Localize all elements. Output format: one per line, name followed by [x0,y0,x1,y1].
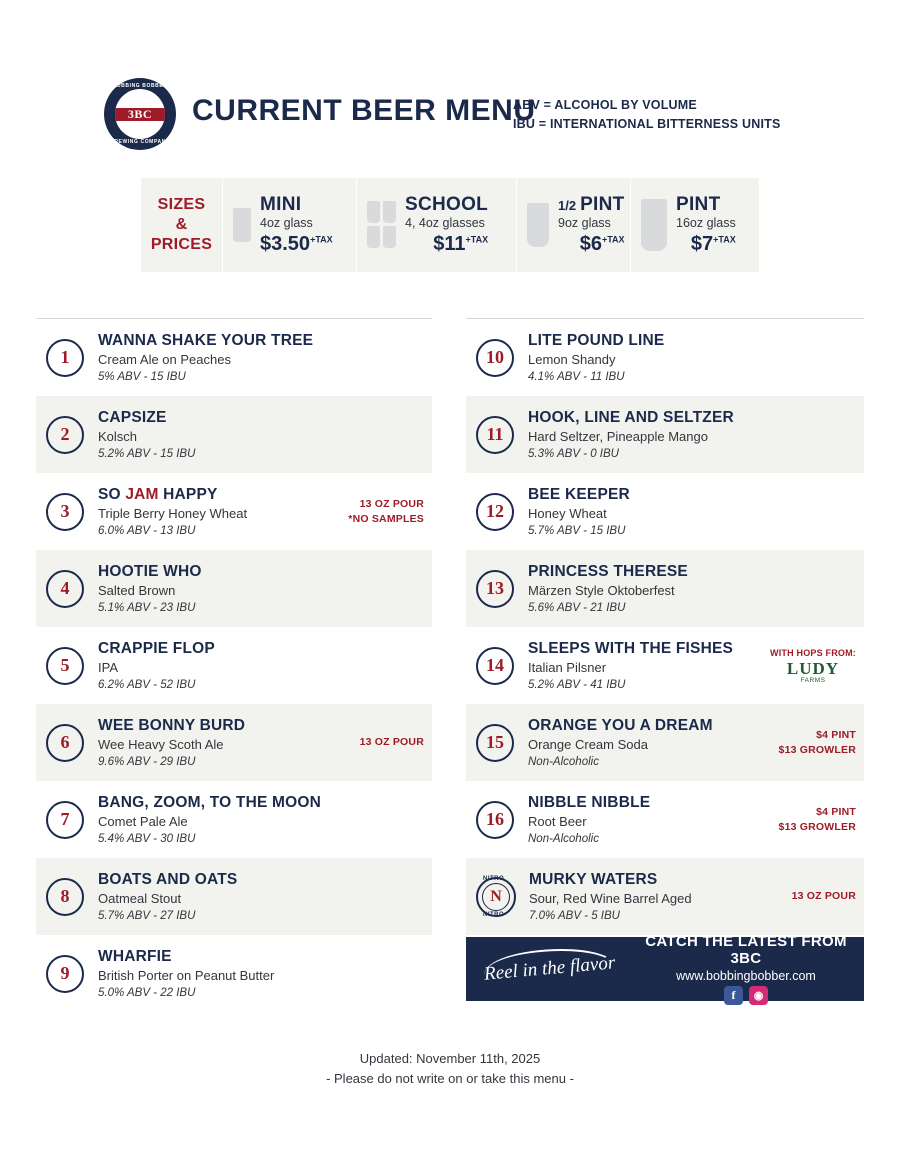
beer-details [528,640,764,690]
beer-description: Italian Pilsner [528,660,607,676]
beer-name: BANG, ZOOM, TO THE MOON [98,794,322,812]
beer-details [528,486,856,536]
beer-details [528,794,773,844]
pint-glass-icon [641,199,667,251]
sizes-label-line2: & [175,216,188,233]
beer-item-6 [36,704,432,781]
beer-name: HOOK, LINE AND SELTZER [528,409,734,427]
size-option-half-pint [517,178,631,272]
half-pint-prefix: 1/2 [558,198,577,214]
beer-stats: 5.7% ABV - 15 IBU [528,524,626,537]
beer-stats: Non-Alcoholic [528,755,599,768]
hops-farm-logo: LUDY [786,658,840,678]
beer-item-11 [466,396,864,473]
beer-item-13 [466,550,864,627]
size-option-mini [223,178,357,272]
social-banner[interactable] [466,933,864,1002]
beer-stats: 5% ABV - 15 IBU [98,370,186,383]
beer-item-3 [36,473,432,550]
beer-stats: 5.7% ABV - 27 IBU [98,909,196,922]
updated-date: Updated: November 11th, 2025 [359,1051,541,1066]
beer-name: ORANGE YOU A DREAM [528,717,713,735]
beer-details [98,948,424,998]
beer-stats: Non-Alcoholic [528,832,599,845]
mini-tax: +TAX [310,234,333,245]
logo-initials: 3BC [127,106,153,121]
beer-description: British Porter on Peanut Butter [98,968,275,984]
beer-number: 5 [46,647,84,685]
logo-ring-top-text: BOBBING BOBBER [112,83,168,89]
beer-name: PRINCESS THERESE [528,563,688,581]
pint-name: PINT [676,194,721,216]
beer-details [528,409,856,459]
beer-details [529,871,786,921]
beer-number: 3 [46,493,84,531]
beer-item-7 [36,781,432,858]
beer-number: 6 [46,724,84,762]
beer-description: Wee Heavy Scoth Ale [98,737,224,753]
beer-description: Orange Cream Soda [528,737,648,753]
sizes-label-line1: SIZES [157,196,206,213]
beer-name: NIBBLE NIBBLE [528,794,651,812]
beer-note: $4 PINT $13 GROWLER [778,805,856,833]
beer-name: WEE BONNY BURD [98,717,246,735]
beer-stats: 5.4% ABV - 30 IBU [98,832,196,845]
banner-title: CATCH THE LATEST FROM 3BC [645,933,847,967]
beer-stats: 5.0% ABV - 22 IBU [98,986,196,999]
beer-description: Märzen Style Oktoberfest [528,583,675,599]
legend-ibu: IBU = INTERNATIONAL BITTERNESS UNITS [513,117,781,132]
beer-description: Triple Berry Honey Wheat [98,506,248,522]
beer-item-4 [36,550,432,627]
beer-name: LITE POUND LINE [528,332,665,350]
beer-description: Honey Wheat [528,506,607,522]
beer-number: 8 [46,878,84,916]
beer-note: 13 OZ POUR [359,736,424,749]
beer-number: 1 [46,339,84,377]
beer-details [98,794,424,844]
beer-details [98,640,424,690]
beer-name: WANNA SHAKE YOUR TREE [98,332,314,350]
beer-number: 10 [476,339,514,377]
beer-name: CRAPPIE FLOP [98,640,215,658]
legend-abv: ABV = ALCOHOL BY VOLUME [513,98,697,112]
school-name: SCHOOL [405,194,489,216]
beer-stats: 9.6% ABV - 29 IBU [98,755,196,768]
beer-note: 13 OZ POUR *NO SAMPLES [348,497,424,525]
facebook-icon[interactable]: f [724,986,743,1005]
beer-description: Salted Brown [98,583,176,599]
beer-details [98,717,354,767]
beer-number: 15 [476,724,514,762]
beer-item-14 [466,627,864,704]
school-tax: +TAX [465,234,489,245]
beer-number: 2 [46,416,84,454]
half-pint-sub: 9oz glass [558,216,611,231]
size-option-pint [631,178,757,272]
beer-name: BEE KEEPER [528,486,630,504]
mini-price: $3.50 [260,232,311,255]
instagram-icon[interactable]: ◉ [749,986,768,1005]
beer-details [528,332,856,382]
beer-item-12 [466,473,864,550]
beer-stats: 7.0% ABV - 5 IBU [529,909,620,922]
beer-details [98,486,342,536]
banner-script-text: Reel in the flavor [483,952,617,985]
beer-details [98,332,424,382]
beer-item-n [466,858,864,935]
beer-number: 16 [476,801,514,839]
beer-description: Sour, Red Wine Barrel Aged [529,891,692,907]
beer-details [98,409,424,459]
size-option-school [357,178,517,272]
mini-sub: 4oz glass [260,216,313,231]
pint-tax: +TAX [713,234,736,245]
page-title: CURRENT BEER MENU [192,94,536,127]
banner-url[interactable]: www.bobbingbobber.com [676,969,816,983]
hops-source-badge [764,648,856,684]
beer-number: 14 [476,647,514,685]
beer-details [528,717,773,767]
beer-list-right [466,318,864,935]
half-pint-tax: +TAX [601,234,625,245]
brewery-logo [104,78,176,150]
sizes-label-line3: PRICES [150,236,213,253]
beer-note: $4 PINT $13 GROWLER [778,728,856,756]
beer-name: BOATS AND OATS [98,871,238,889]
beer-details [98,563,424,613]
beer-description: Lemon Shandy [528,352,616,368]
beer-number: 12 [476,493,514,531]
beer-number: 13 [476,570,514,608]
beer-number: 4 [46,570,84,608]
beer-number: 11 [476,416,514,454]
beer-details [528,563,856,613]
beer-item-16 [466,781,864,858]
beer-list-left [36,318,432,1012]
beer-description: Comet Pale Ale [98,814,188,830]
school-sub: 4, 4oz glasses [405,216,485,231]
beer-description: Kolsch [98,429,138,445]
beer-stats: 6.0% ABV - 13 IBU [98,524,196,537]
beer-stats: 5.2% ABV - 41 IBU [528,678,626,691]
footer [0,1049,900,1089]
hops-label: WITH HOPS FROM: [770,647,856,658]
beer-item-1 [36,319,432,396]
beer-stats: 5.6% ABV - 21 IBU [528,601,626,614]
school-glasses-icon [367,201,396,248]
beer-number: 9 [46,955,84,993]
beer-item-5 [36,627,432,704]
beer-stats: 5.2% ABV - 15 IBU [98,447,196,460]
school-price: $11 [433,232,466,255]
beer-description: Oatmeal Stout [98,891,182,907]
nitro-badge-icon: NITRO NITRO N [476,877,516,917]
sizes-and-prices-strip [141,178,759,272]
half-pint-price: $6 [579,232,602,255]
beer-description: Cream Ale on Peaches [98,352,231,368]
mini-name: MINI [260,194,302,216]
beer-item-15 [466,704,864,781]
hops-farm-sub: FARMS [800,676,826,684]
beer-number: 7 [46,801,84,839]
beer-name: SO JAM HAPPY [98,486,218,504]
menu-notice: - Please do not write on or take this menu - [326,1071,574,1087]
beer-details [98,871,424,921]
beer-name: WHARFIE [98,948,172,966]
pint-price: $7 [690,232,714,255]
pint-sub: 16oz glass [676,216,736,231]
sizes-label [141,178,223,272]
beer-stats: 6.2% ABV - 52 IBU [98,678,196,691]
logo-ring-bottom-text: BREWING COMPANY [110,139,170,145]
beer-name: HOOTIE WHO [98,563,202,581]
mini-glass-icon [233,208,251,242]
beer-stats: 4.1% ABV - 11 IBU [528,370,625,383]
beer-description: Hard Seltzer, Pineapple Mango [528,429,708,445]
beer-note: 13 OZ POUR [791,890,856,903]
beer-description: Root Beer [528,814,587,830]
beer-stats: 5.3% ABV - 0 IBU [528,447,619,460]
beer-name: MURKY WATERS [529,871,658,889]
beer-description: IPA [98,660,118,676]
beer-item-2 [36,396,432,473]
beer-item-10 [466,319,864,396]
beer-item-9 [36,935,432,1012]
beer-stats: 5.1% ABV - 23 IBU [98,601,196,614]
beer-name: SLEEPS WITH THE FISHES [528,640,734,658]
half-pint-name: PINT [580,194,625,216]
beer-name: CAPSIZE [98,409,167,427]
abv-ibu-legend [513,96,781,135]
banner-content [634,933,864,1005]
beer-item-8 [36,858,432,935]
half-pint-glass-icon [527,203,549,247]
reel-in-the-flavor-logo [466,937,634,1001]
